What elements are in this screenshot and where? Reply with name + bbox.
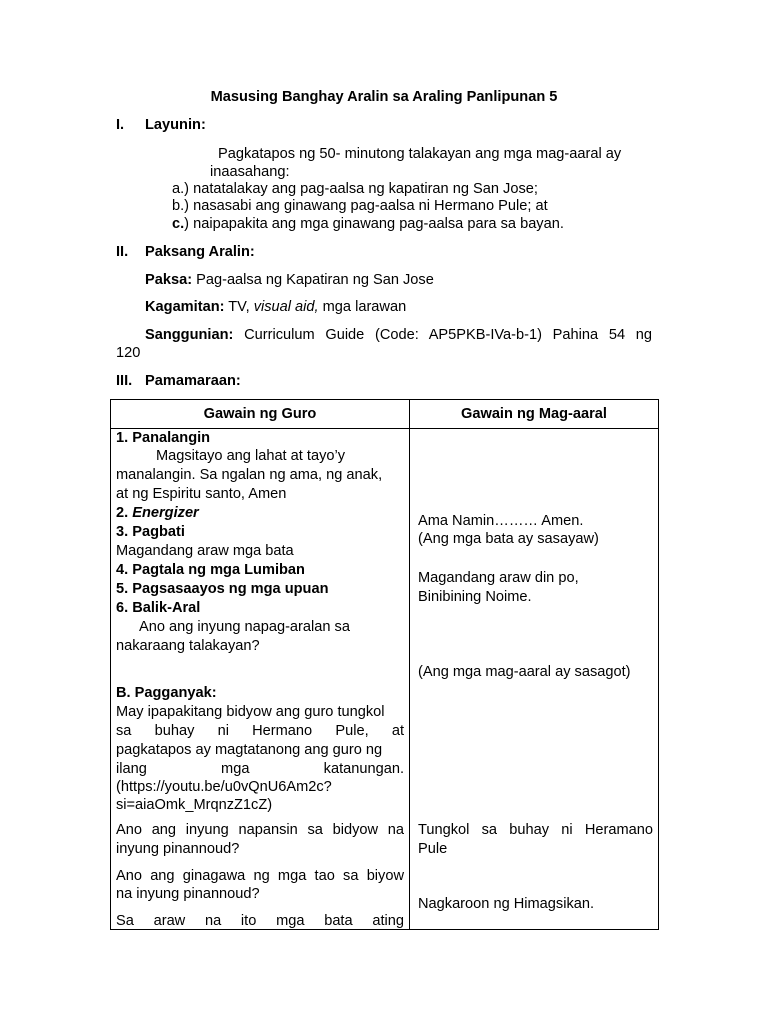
question-1-line-1: Ano ang inyung napansin sa bidyow na: [116, 822, 404, 838]
pagbati-title: 3. Pagbati: [116, 524, 185, 540]
column-divider: [409, 400, 410, 929]
objective-b: b.) nasasabi ang ginawang pag-aalsa ni Hermano Pule; at: [172, 198, 548, 214]
sanggunian-line: Sanggunian: Curriculum Guide (Code: AP5PKB-IVa-b-1) Pahina 54 ng: [145, 327, 653, 343]
pagganyak-text-1: May ipapakitang bidyow ang guro tungkol: [116, 704, 385, 720]
answer-video-2: Pule: [418, 841, 448, 857]
sanggunian-continuation: 120: [116, 345, 141, 361]
pagganyak-text-3: pagkatapos ay magtatanong ang guro ng: [116, 742, 383, 758]
section-1-heading: Layunin:: [145, 117, 206, 133]
upuan-title: 5. Pagsasaayos ng mga upuan: [116, 581, 329, 597]
question-3-line-1: Sa araw na ito mga bata ating: [116, 913, 404, 929]
answer-video-1: Tungkol sa buhay ni Heramano: [418, 822, 653, 838]
pagbati-text: Magandang araw mga bata: [116, 543, 294, 559]
pagganyak-text-4: ilang mga katanungan.: [116, 761, 404, 777]
balik-aral-text-2: nakaraang talakayan?: [116, 638, 260, 654]
section-3-numeral: III.: [116, 373, 133, 389]
answer-greeting-2: Binibining Noime.: [418, 589, 532, 605]
balik-aral-text-1: Ano ang inyung napag-aralan sa: [139, 619, 350, 635]
kagamitan-line: Kagamitan: TV, visual aid, mga larawan: [145, 299, 407, 315]
header-gawain-magaaral: Gawain ng Mag-aaral: [461, 406, 607, 422]
answer-dance: (Ang mga bata ay sasayaw): [418, 531, 599, 547]
section-3-heading: Pamamaraan:: [145, 373, 241, 389]
section-2-numeral: II.: [116, 244, 129, 260]
section-2-heading: Paksang Aralin:: [145, 244, 255, 260]
panalangin-text-2: manalangin. Sa ngalan ng ama, ng anak,: [116, 467, 383, 483]
balik-aral-title: 6. Balik-Aral: [116, 600, 201, 616]
objectives-intro-line1: Pagkatapos ng 50- minutong talakayan ang mga mag-aaral ay: [218, 146, 622, 162]
lumiban-title: 4. Pagtala ng mga Lumiban: [116, 562, 305, 578]
video-link-continuation[interactable]: si=aiaOmk_MrqnzZ1cZ): [116, 797, 273, 813]
video-link[interactable]: (https://youtu.be/u0vQnU6Am2c?: [116, 779, 332, 795]
answer-review: (Ang mga mag-aaral ay sasagot): [418, 664, 631, 680]
objective-a: a.) natatalakay ang pag-aalsa ng kapatiran ng San Jose;: [172, 181, 538, 197]
pagganyak-text-2: sa buhay ni Hermano Pule, at: [116, 723, 404, 739]
question-2-line-1: Ano ang ginagawa ng mga tao sa biyow: [116, 868, 404, 884]
panalangin-text-3: at ng Espiritu santo, Amen: [116, 486, 287, 502]
procedure-table: [110, 399, 659, 930]
header-gawain-guro: Gawain ng Guro: [203, 406, 317, 422]
objectives-intro-line2: inaasahang:: [210, 164, 290, 180]
section-1-numeral: I.: [116, 117, 125, 133]
paksa-line: Paksa: Pag-aalsa ng Kapatiran ng San Jose: [145, 272, 434, 288]
panalangin-title: 1. Panalangin: [116, 430, 211, 446]
panalangin-text-1: Magsitayo ang lahat at tayo’y: [156, 448, 346, 464]
document-title: Masusing Banghay Aralin sa Araling Panlipunan 5: [210, 89, 558, 105]
answer-greeting-1: Magandang araw din po,: [418, 570, 579, 586]
answer-himagsikan: Nagkaroon ng Himagsikan.: [418, 896, 595, 912]
question-2-line-2: na inyung pinannoud?: [116, 886, 260, 902]
answer-prayer: Ama Namin……… Amen.: [418, 513, 584, 529]
pagganyak-title: B. Pagganyak:: [116, 685, 217, 701]
question-1-line-2: inyung pinannoud?: [116, 841, 240, 857]
objective-c: c.) naipapakita ang mga ginawang pag-aalsa para sa bayan.: [172, 216, 564, 232]
energizer-title: 2. Energizer: [116, 505, 199, 521]
